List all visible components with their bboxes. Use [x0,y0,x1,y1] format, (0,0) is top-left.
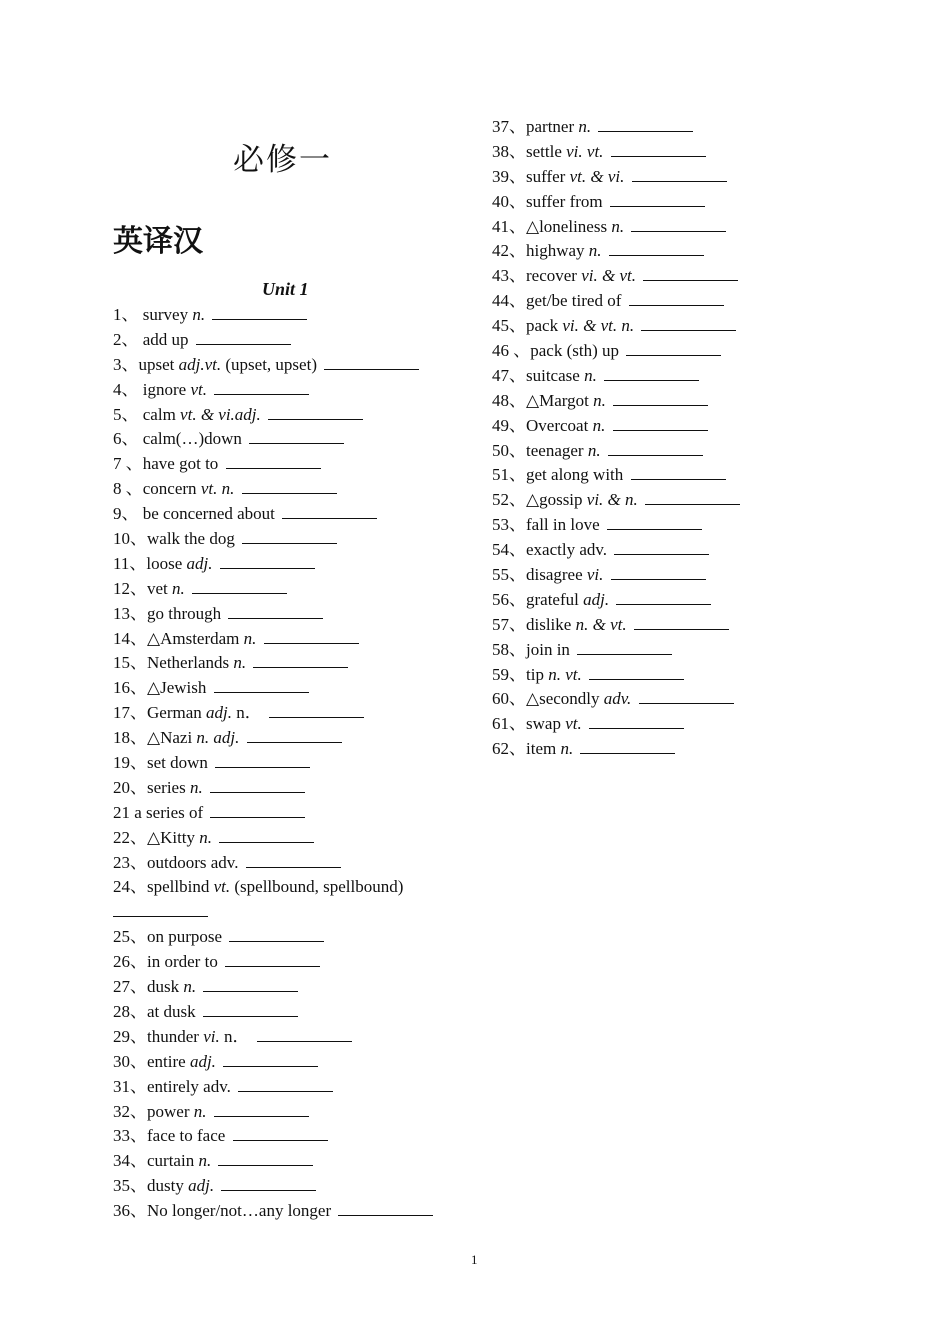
answer-blank[interactable] [215,752,310,768]
item-number: 61、 [492,714,526,734]
item-number: 56、 [492,589,526,609]
item-number: 8 、 [113,479,143,499]
item-part-of-speech: n. & vt. [575,614,627,634]
item-word: settle [526,141,562,161]
item-number: 1、 [113,305,139,324]
item-number: 52、 [492,490,526,510]
item-word: tip [526,664,544,684]
answer-blank[interactable] [611,564,706,580]
answer-blank[interactable] [645,489,740,505]
item-word: walk the dog [147,529,235,549]
vocab-item [492,314,792,339]
item-number: 40、 [492,191,526,211]
vocab-item [113,1050,463,1075]
answer-blank[interactable] [282,503,377,519]
item-number: 58、 [492,639,526,659]
vocab-item [492,563,792,588]
answer-blank[interactable] [598,116,693,132]
item-part-of-speech: n. [611,216,625,236]
vocab-item [113,1149,463,1174]
vocab-item [113,925,463,950]
vocab-item [113,552,463,577]
item-number: 19、 [113,753,147,773]
item-part-of-speech: vi. [203,1026,220,1046]
answer-blank[interactable] [608,440,703,456]
item-number: 49、 [492,415,526,435]
answer-blank[interactable] [631,216,726,232]
answer-blank[interactable] [210,802,305,818]
item-word: item [526,739,557,759]
vocab-item [492,115,792,140]
item-number: 18、 [113,728,147,748]
item-number: 50、 [492,440,526,460]
item-number: 42、 [492,241,526,261]
vocab-item [492,389,792,414]
vocab-item [492,463,792,488]
answer-blank[interactable] [613,390,708,406]
item-word: get along with [526,465,624,485]
item-number: 39、 [492,166,526,186]
item-number: 7 、 [113,454,143,474]
item-part-of-speech: adj. [189,1051,216,1071]
book-title: 必修一 [233,142,332,178]
answer-blank[interactable] [214,677,309,693]
item-word: power [147,1101,190,1121]
item-word: entire [147,1051,186,1071]
item-part-of-speech: adv. [603,689,632,709]
vocab-item [113,1075,463,1100]
item-word: swap [526,714,561,734]
answer-blank[interactable] [246,852,341,868]
item-word: survey [138,305,189,324]
vocab-item [113,303,463,328]
item-number: 11、 [113,553,147,573]
item-number: 48、 [492,390,526,410]
answer-blank[interactable] [228,603,323,619]
item-part-of-speech: n. adj. [196,728,240,748]
vocab-item [113,328,463,353]
answer-blank[interactable] [610,191,705,207]
item-number: 22、 [113,827,147,847]
vocab-item [492,190,792,215]
item-word: △Kitty [147,827,196,847]
vocab-item [492,712,792,737]
item-word: concern [142,479,197,499]
item-part-of-speech: n. [233,653,247,673]
item-word: on purpose [147,927,223,947]
vocab-item [492,165,792,190]
item-word: a series of [130,802,204,822]
item-word: ignore [138,379,187,399]
vocab-item [113,826,463,851]
item-word: △Nazi [147,728,193,748]
item-number: 37、 [492,117,526,136]
vocab-item [113,1000,463,1025]
answer-blank[interactable] [219,827,314,843]
vocab-item [113,776,463,801]
item-number: 13、 [113,603,147,623]
answer-blank[interactable] [613,415,708,431]
answer-blank[interactable] [589,713,684,729]
item-part-of-speech: n. [560,739,574,759]
vocab-item [113,701,463,726]
item-word: suffer [526,166,566,186]
item-word: △Amsterdam [147,628,240,648]
item-number: 31、 [113,1076,147,1096]
item-word: spellbind [147,877,210,897]
vocab-item [113,427,463,452]
answer-blank[interactable] [247,727,342,743]
answer-blank[interactable] [577,639,672,655]
item-part-of-speech: n. [172,578,185,598]
item-part-of-speech: n. [243,628,257,648]
item-number: 24、 [113,877,147,897]
answer-blank[interactable] [609,240,704,256]
vocab-item [113,1124,463,1149]
answer-blank[interactable] [226,453,321,469]
answer-blank[interactable] [616,589,711,605]
item-word: △secondly [526,689,600,709]
item-number: 4、 [113,379,139,399]
answer-blank[interactable] [113,901,208,917]
item-number: 59、 [492,664,526,684]
item-word: join in [526,639,570,659]
answer-blank[interactable] [257,1026,352,1042]
item-part-of-speech: vt. & vi.adj. [180,404,261,424]
item-word: have got to [142,454,219,474]
answer-blank[interactable] [639,688,734,704]
item-number: 60、 [492,689,526,709]
item-number: 14、 [113,628,147,648]
item-part-of-speech: n. [584,365,597,385]
vocab-list-right [492,115,792,762]
item-word: in order to [147,952,218,972]
item-number: 34、 [113,1151,147,1171]
vocab-item [113,502,463,527]
item-part-of-speech: n. [199,827,213,847]
item-part-of-speech: vi. & vt. n. [562,316,635,336]
answer-blank[interactable] [210,777,305,793]
answer-blank[interactable] [641,315,736,331]
item-extra: (upset, upset) [225,354,317,374]
item-number: 44、 [492,291,526,311]
item-word: be concerned about [138,504,275,524]
answer-blank[interactable] [589,664,684,680]
vocab-list-left [113,303,463,1224]
vocab-item [113,751,463,776]
answer-blank[interactable] [242,478,337,494]
item-number: 23、 [113,852,147,872]
vocab-item [492,588,792,613]
vocab-item [492,488,792,513]
answer-blank[interactable] [338,1200,433,1216]
item-word: teenager [526,440,584,460]
item-number: 30、 [113,1051,147,1071]
item-word: loose [146,553,183,573]
item-word: calm(…)down [138,429,242,449]
answer-blank[interactable] [214,1101,309,1117]
answer-blank[interactable] [225,951,320,967]
item-number: 33、 [113,1126,147,1146]
item-part-of-speech: n. [192,305,206,324]
item-number: 17、 [113,703,147,723]
item-number: 25、 [113,927,147,947]
item-word: suffer from [526,191,603,211]
answer-blank[interactable] [324,354,419,370]
item-number: 36、 [113,1201,147,1221]
answer-blank[interactable] [580,738,675,754]
vocab-item [113,851,463,876]
answer-blank[interactable] [249,428,344,444]
item-extra: n． [236,703,262,723]
answer-blank[interactable] [604,365,699,381]
item-word: series [147,777,186,797]
answer-blank[interactable] [632,166,727,182]
item-number: 62、 [492,739,526,759]
item-word: △loneliness [526,216,608,236]
answer-blank[interactable] [264,628,359,644]
item-word: calm [138,404,176,424]
vocab-item [113,627,463,652]
vocab-item [113,1174,463,1199]
item-part-of-speech: vt. [213,877,231,897]
answer-blank[interactable] [269,702,364,718]
vocab-item [113,676,463,701]
item-part-of-speech: adj.vt. [178,354,222,374]
vocab-item [113,801,463,826]
item-extra: n． [223,1026,250,1046]
item-word: dislike [526,614,572,634]
item-word: Overcoat [526,415,589,435]
vocab-item [113,403,463,428]
item-word: pack [526,316,559,336]
vocab-item [113,477,463,502]
item-number: 55、 [492,565,526,585]
answer-blank[interactable] [214,379,309,395]
item-word: dusk [147,977,180,997]
item-part-of-speech: vi. & vt. [581,266,636,286]
answer-blank[interactable] [634,614,729,630]
answer-blank[interactable] [253,652,348,668]
vocab-item [492,239,792,264]
vocab-item [492,513,792,538]
item-part-of-speech: n. vt. [548,664,582,684]
item-word: at dusk [147,1001,196,1021]
item-word: outdoors adv. [147,852,239,872]
item-number: 32、 [113,1101,147,1121]
vocab-item [113,527,463,552]
item-number: 15、 [113,653,147,673]
item-number: 6、 [113,429,139,449]
item-word: Netherlands [147,653,230,673]
vocab-item [492,289,792,314]
item-extra: (spellbound, spellbound) [234,877,404,897]
item-number: 35、 [113,1176,147,1196]
item-number: 43、 [492,266,526,286]
vocab-item [113,602,463,627]
vocab-item [492,613,792,638]
vocab-item [113,1199,463,1224]
item-number: 26、 [113,952,147,972]
answer-blank[interactable] [220,553,315,569]
item-word: vet [147,578,168,598]
item-number: 9、 [113,504,139,524]
item-word: suitcase [526,365,580,385]
item-word: △gossip [526,490,583,510]
vocab-item [113,1100,463,1125]
item-number: 12、 [113,578,147,598]
item-number: 2、 [113,329,139,349]
item-word: pack (sth) up [530,341,620,361]
item-number: 10、 [113,529,147,549]
item-word: dusty [147,1176,184,1196]
answer-blank[interactable] [233,1125,328,1141]
vocab-item [492,538,792,563]
item-part-of-speech: vt. & vi. [569,166,625,186]
item-number: 38、 [492,141,526,161]
item-part-of-speech: adj. [186,553,213,573]
answer-blank[interactable] [643,265,738,281]
item-part-of-speech: vi. vt. [566,141,604,161]
answer-blank[interactable] [221,1175,316,1191]
item-part-of-speech: n. [183,977,197,997]
item-number: 20、 [113,777,147,797]
vocab-item [113,875,463,925]
page-number: 1 [471,1252,478,1267]
item-part-of-speech: n. [593,390,606,410]
vocab-item [113,950,463,975]
item-part-of-speech: n. [587,440,601,460]
item-word: face to face [147,1126,226,1146]
unit-title: Unit 1 [262,279,309,299]
answer-blank[interactable] [229,926,324,942]
item-part-of-speech: adj. [188,1176,215,1196]
item-part-of-speech: vi. & n. [586,490,638,510]
item-number: 41、 [492,216,526,236]
item-number: 46 、 [492,341,531,361]
answer-blank[interactable] [607,514,702,530]
vocab-item [492,638,792,663]
item-part-of-speech: n. [588,241,602,261]
section-title: 英译汉 [113,224,203,259]
item-word: grateful [526,589,579,609]
item-word: thunder [147,1026,199,1046]
item-number: 28、 [113,1001,147,1021]
item-part-of-speech: n. [578,117,592,136]
item-number: 47、 [492,365,526,385]
vocab-item [492,339,792,364]
item-word: entirely adv. [147,1076,231,1096]
answer-blank[interactable] [203,976,298,992]
item-number: 5、 [113,404,139,424]
vocab-item [492,140,792,165]
vocab-item [113,726,463,751]
item-number: 45、 [492,316,526,336]
vocab-item [113,577,463,602]
item-number: 29、 [113,1026,147,1046]
answer-blank[interactable] [192,578,287,594]
answer-blank[interactable] [212,304,307,320]
item-number: 3、 [113,354,139,374]
item-word: △Margot [526,390,589,410]
item-word: △Jewish [147,678,207,698]
item-part-of-speech: n. [592,415,606,435]
item-word: recover [526,266,577,286]
item-number: 53、 [492,515,526,535]
item-word: disagree [526,565,583,585]
answer-blank[interactable] [242,528,337,544]
vocab-item [113,452,463,477]
vocab-item [492,215,792,240]
item-word: No longer/not…any longer [147,1201,332,1221]
item-part-of-speech: n. [189,777,203,797]
vocab-item [492,264,792,289]
item-number: 27、 [113,977,147,997]
answer-blank[interactable] [629,290,724,306]
vocab-item [113,651,463,676]
item-word: set down [147,753,208,773]
item-word: exactly adv. [526,540,608,560]
answer-blank[interactable] [614,539,709,555]
item-part-of-speech: n. [198,1151,212,1171]
item-part-of-speech: vt. [190,379,207,399]
item-word: go through [147,603,222,623]
wrapped-line [113,900,463,925]
vocab-item [492,663,792,688]
item-word: fall in love [526,515,600,535]
vocab-item [492,687,792,712]
item-number: 16、 [113,678,147,698]
vocab-item [492,414,792,439]
vocab-item [492,439,792,464]
answer-blank[interactable] [611,141,706,157]
answer-blank[interactable] [238,1076,333,1092]
answer-blank[interactable] [631,464,726,480]
item-part-of-speech: n. [193,1101,207,1121]
vocab-item [113,1025,463,1050]
vocab-item [492,364,792,389]
item-word: German [147,703,202,723]
answer-blank[interactable] [626,340,721,356]
item-part-of-speech: vt. n. [200,479,235,499]
item-word: partner [526,117,575,136]
answer-blank[interactable] [196,329,291,345]
item-part-of-speech: vt. [565,714,582,734]
vocab-item [492,737,792,762]
answer-blank[interactable] [218,1150,313,1166]
item-word: add up [138,329,189,349]
item-number: 51、 [492,465,526,485]
item-number: 21 [113,802,130,822]
vocab-item [113,378,463,403]
item-number: 57、 [492,614,526,634]
item-word: highway [526,241,585,261]
item-word: get/be tired of [526,291,622,311]
item-number: 54、 [492,540,526,560]
item-word: upset [138,354,175,374]
item-word: curtain [147,1151,195,1171]
item-part-of-speech: adj. [206,703,232,723]
answer-blank[interactable] [223,1051,318,1067]
answer-blank[interactable] [268,404,363,420]
item-part-of-speech: adj. [583,589,610,609]
answer-blank[interactable] [203,1001,298,1017]
vocab-item [113,975,463,1000]
vocab-item [113,353,463,378]
item-part-of-speech: vi. [586,565,604,585]
